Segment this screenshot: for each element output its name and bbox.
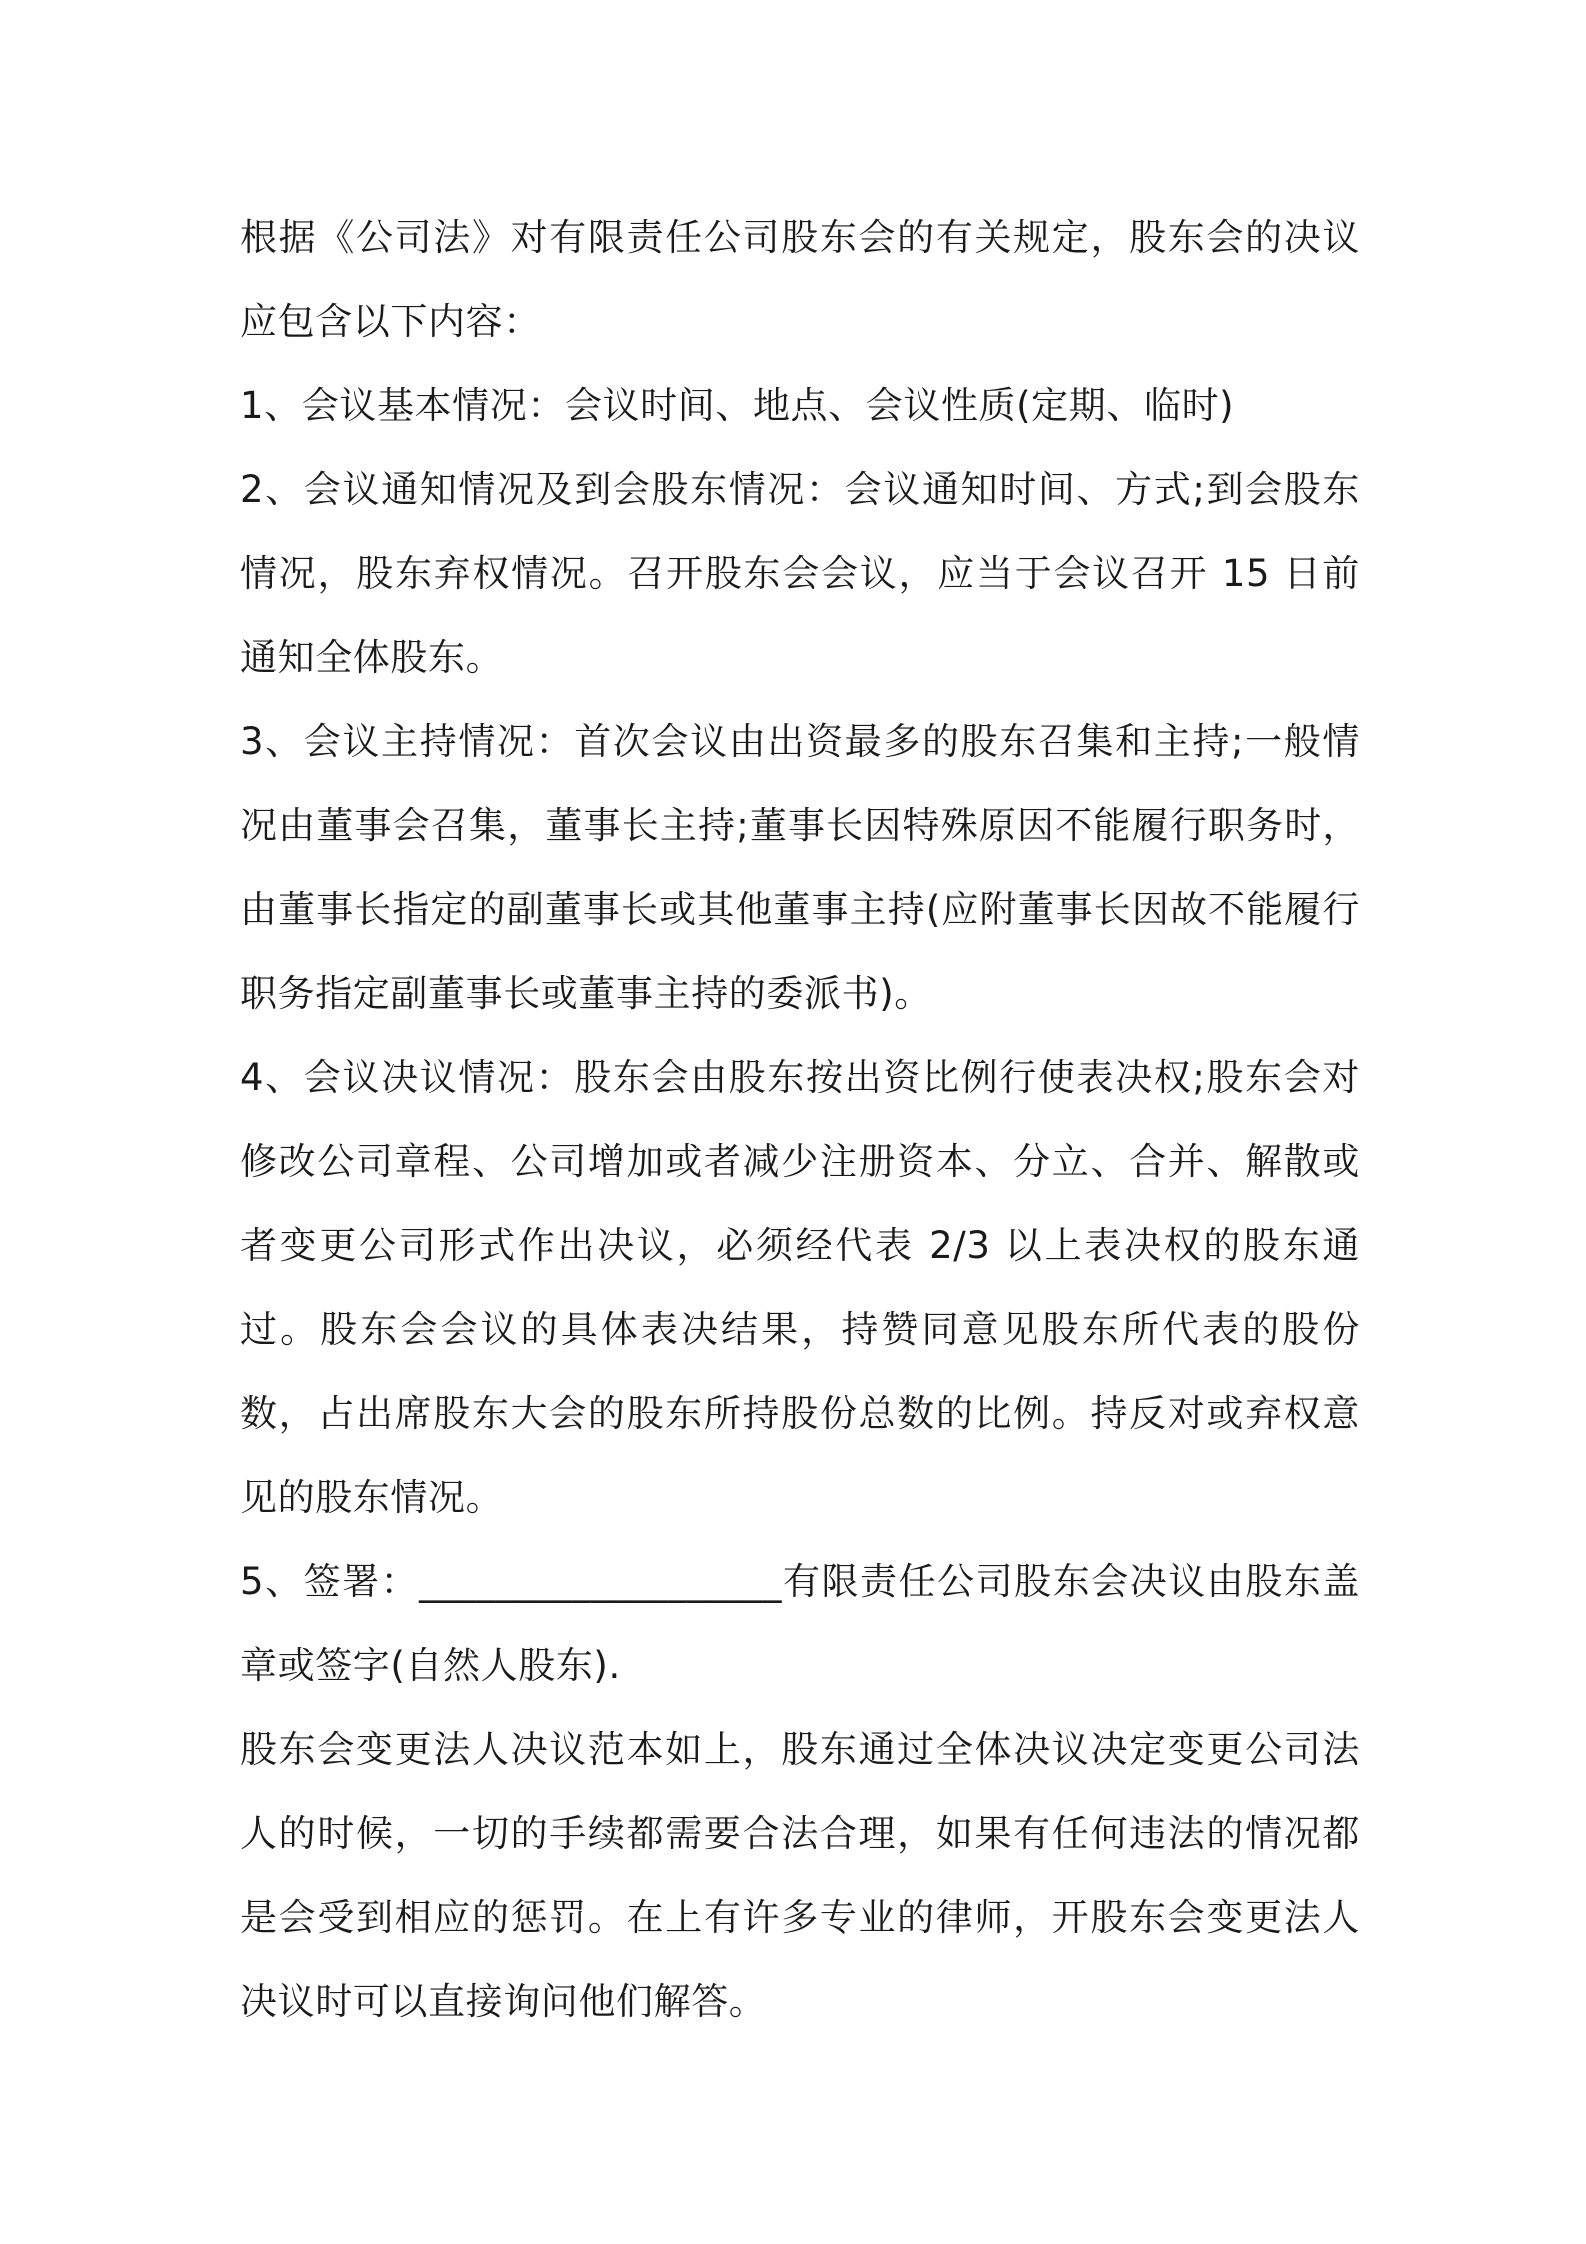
closing-paragraph: 股东会变更法人决议范本如上，股东通过全体决议决定变更公司法人的时候，一切的手续都需要合法合理，如果有任何违法的情况都是会受到相应的惩罚。在上有许多专业的律师，开股东会变更法人决议时可以直接询问他们解答。 [240, 1728, 1360, 2023]
document-body [240, 196, 1360, 2044]
item-4-resolution: 4、会议决议情况：股东会由股东按出资比例行使表决权;股东会对修改公司章程、公司增加或者减少注册资本、分立、合并、解散或者变更公司形式作出决议，必须经代表 2/3 以上表决权的股东通过。股东会会议的具体表决结果，持赞同意见股东所代表的股份数，占出席股东大会的股东所持股份总数的比例。持反对或弃权意见的股东情况。 [240, 1056, 1360, 1519]
item-2-notice-and-attendance: 2、会议通知情况及到会股东情况：会议通知时间、方式;到会股东情况，股东弃权情况。召开股东会会议，应当于会议召开 15 日前通知全体股东。 [240, 468, 1360, 679]
item-3-meeting-chair: 3、会议主持情况：首次会议由出资最多的股东召集和主持;一般情况由董事会召集，董事长主持;董事长因特殊原因不能履行职务时，由董事长指定的副董事长或其他董事主持(应附董事长因故不能履行职务指定副董事长或董事主持的委派书)。 [240, 720, 1360, 1015]
item-1-meeting-basics: 1、会议基本情况：会议时间、地点、会议性质(定期、临时) [240, 384, 1235, 427]
item-5-signature: 5、签署：___________________有限责任公司股东会决议由股东盖章或签字(自然人股东). [240, 1560, 1360, 1687]
intro-paragraph: 根据《公司法》对有限责任公司股东会的有关规定，股东会的决议应包含以下内容： [240, 216, 1360, 343]
